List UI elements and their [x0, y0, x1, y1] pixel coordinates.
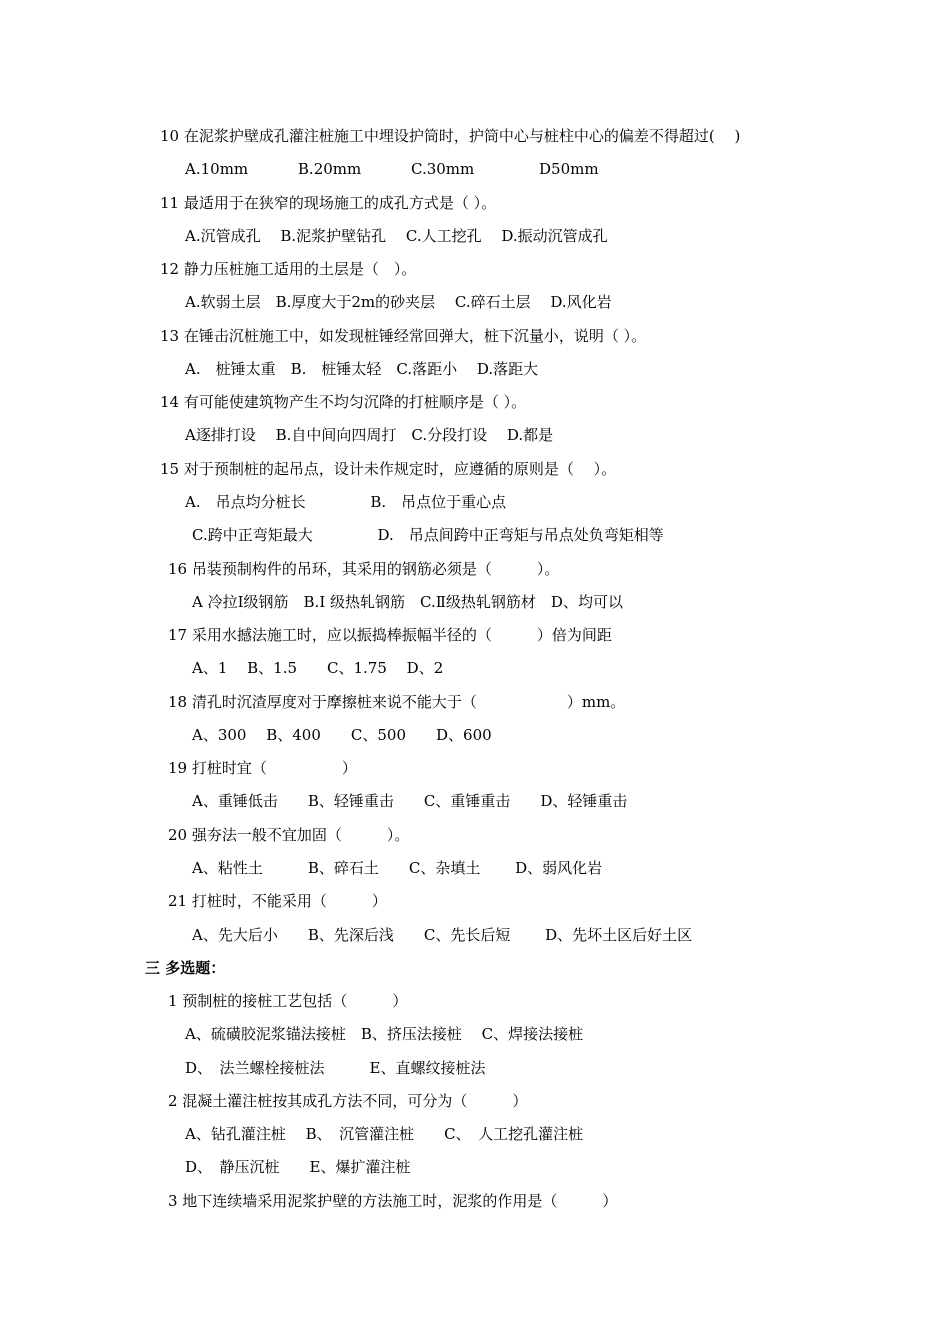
options-11: A.沉管成孔 B.泥浆护壁钻孔 C.人工挖孔 D.振动沉管成孔: [185, 227, 608, 245]
options-20: A、粘性土 B、碎石土 C、杂填土 D、弱风化岩: [192, 859, 603, 877]
options-16: A 冷拉Ⅰ级钢筋 B.Ⅰ 级热轧钢筋 C.Ⅱ级热轧钢筋材 D、均可以: [192, 593, 623, 611]
question-10: 10 在泥浆护壁成孔灌注桩施工中埋设护筒时，护筒中心与桩柱中心的偏差不得超过( ): [160, 127, 741, 145]
options-10: A.10mm B.20mm C.30mm D50mm: [185, 160, 599, 178]
question-11: 11 最适用于在狭窄的现场施工的成孔方式是（ ）。: [160, 194, 497, 212]
question-13: 13 在锤击沉桩施工中，如发现桩锤经常回弹大，桩下沉量小，说明（ ）。: [160, 327, 647, 345]
multi-options-2-abc: A、钻孔灌注桩 B、 沉管灌注桩 C、 人工挖孔灌注桩: [185, 1125, 584, 1143]
question-21: 21 打桩时，不能采用（ ）: [168, 892, 387, 910]
multi-options-1-de: D、 法兰螺栓接桩法 E、直螺纹接桩法: [185, 1059, 486, 1077]
options-14: A逐排打设 B.自中间向四周打 C.分段打设 D.都是: [185, 426, 554, 444]
multi-question-1: 1 预制桩的接桩工艺包括（ ）: [168, 992, 408, 1010]
question-20: 20 强夯法一般不宜加固（ ）。: [168, 826, 410, 844]
question-18: 18 清孔时沉渣厚度对于摩擦桩来说不能大于（ ）mm。: [168, 693, 626, 711]
options-15-ab: A. 吊点均分桩长 B. 吊点位于重心点: [185, 493, 507, 511]
question-14: 14 有可能使建筑物产生不均匀沉降的打桩顺序是（ ）。: [160, 393, 527, 411]
question-19: 19 打桩时宜（ ）: [168, 759, 357, 777]
multi-options-2-de: D、 静压沉桩 E、爆扩灌注桩: [185, 1158, 411, 1176]
options-17: A、1 B、1.5 C、1.75 D、2: [192, 659, 444, 677]
options-15-cd: C.跨中正弯矩最大 D. 吊点间跨中正弯矩与吊点处负弯矩相等: [192, 526, 664, 544]
section-heading-multiple-choice: 三 多选题：: [145, 959, 226, 977]
multi-question-3: 3 地下连续墙采用泥浆护壁的方法施工时，泥浆的作用是（ ）: [168, 1192, 618, 1210]
multi-options-1-abc: A、硫磺胶泥浆锚法接桩 B、挤压法接桩 C、焊接法接桩: [185, 1025, 584, 1043]
options-18: A、300 B、400 C、500 D、600: [192, 726, 492, 744]
question-15: 15 对于预制桩的起吊点，设计未作规定时，应遵循的原则是（ ）。: [160, 460, 617, 478]
options-21: A、先大后小 B、先深后浅 C、先长后短 D、先坏土区后好土区: [192, 926, 693, 944]
question-17: 17 采用水撼法施工时，应以振捣棒振幅半径的（ ）倍为间距: [168, 626, 612, 644]
question-16: 16 吊装预制构件的吊环，其采用的钢筋必须是（ ）。: [168, 560, 560, 578]
options-19: A、重锤低击 B、轻锤重击 C、重锤重击 D、轻锤重击: [192, 792, 628, 810]
options-12: A.软弱土层 B.厚度大于2m的砂夹层 C.碎石土层 D.风化岩: [185, 293, 612, 311]
question-12: 12 静力压桩施工适用的土层是（ ）。: [160, 260, 417, 278]
multi-question-2: 2 混凝土灌注桩按其成孔方法不同，可分为（ ）: [168, 1092, 528, 1110]
options-13: A. 桩锤太重 B. 桩锤太轻 C.落距小 D.落距大: [185, 360, 539, 378]
